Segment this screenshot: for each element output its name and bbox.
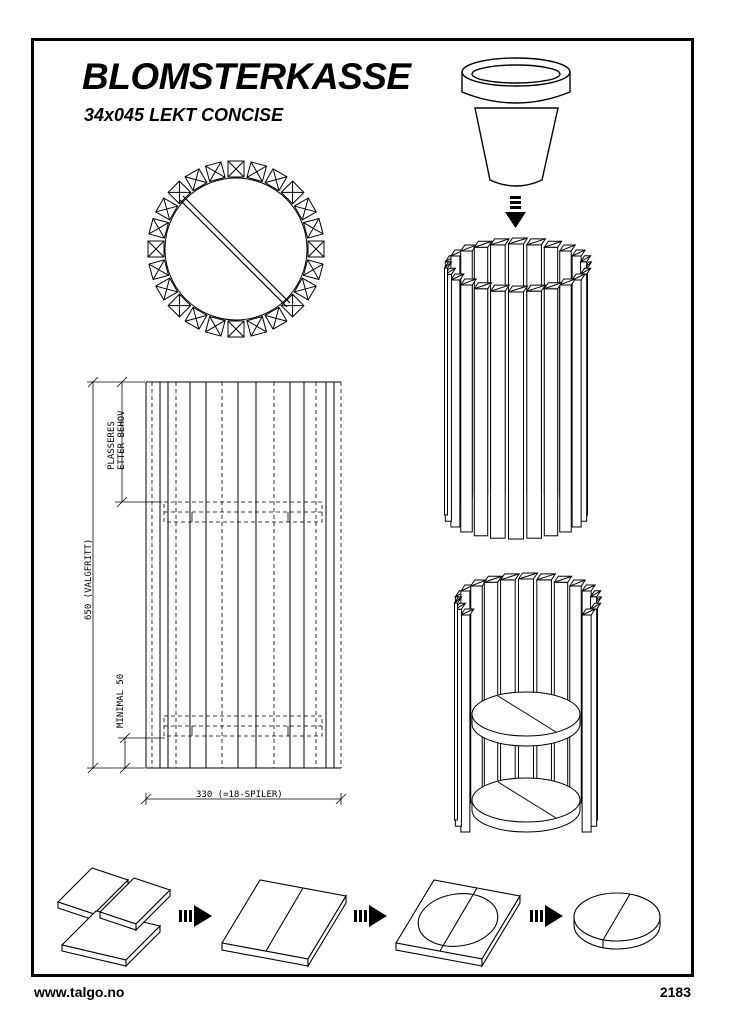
dim-minimum-label: MINIMAL 50 — [116, 673, 126, 728]
slat — [491, 285, 510, 538]
slat — [581, 268, 591, 521]
down-arrow-icon — [505, 196, 526, 228]
dim-placement-label-2: ETTER BEHOV — [117, 410, 127, 470]
slat-end — [308, 241, 324, 257]
arrow-right-icon — [354, 905, 387, 927]
slat-end — [247, 162, 267, 182]
dim-height-label: 650 (VALGFRITT) — [84, 538, 94, 620]
slat-end — [149, 260, 169, 280]
slat — [537, 574, 556, 797]
slat-end — [205, 162, 225, 182]
assembled-column — [445, 238, 592, 539]
cut-disc — [574, 893, 660, 949]
top-view-diagonal — [180, 196, 290, 307]
step-circle-marked — [396, 880, 520, 966]
lower-disc — [472, 778, 580, 832]
page-title: BLOMSTERKASSE — [82, 56, 411, 97]
slat-end — [205, 316, 225, 336]
slat — [554, 576, 571, 799]
arrow-right-icon — [179, 905, 212, 927]
slat — [509, 286, 528, 539]
slat-end — [156, 278, 178, 300]
upper-brace — [164, 502, 322, 522]
slat-end — [168, 294, 191, 317]
slat-end — [148, 241, 164, 257]
lower-brace — [164, 716, 322, 736]
slat-end — [303, 260, 323, 280]
slat-end — [303, 218, 323, 238]
slat-end — [294, 278, 316, 300]
slat-end — [185, 169, 207, 191]
side-elevation — [146, 382, 341, 768]
page-number: 2183 — [659, 984, 691, 1000]
dimension-labels — [84, 410, 283, 800]
slat — [519, 573, 538, 796]
slat — [501, 574, 520, 797]
flower-pot — [462, 58, 570, 186]
slat — [591, 603, 601, 826]
slat-end — [228, 321, 244, 337]
dim-placement-label: PLASSERES — [107, 421, 117, 470]
page-subtitle: 34x045 LEKT CONCISE — [84, 105, 284, 125]
website-url[interactable]: www.talgo.no — [34, 984, 125, 1000]
slat-end — [228, 161, 244, 177]
slat-end — [265, 169, 287, 191]
arrow-right-icon — [530, 905, 563, 927]
slat — [484, 576, 501, 799]
dim-width-label: 330 (=18-SPILER) — [196, 790, 283, 800]
slat — [544, 283, 561, 536]
slat-end — [281, 181, 304, 204]
slat-end — [247, 316, 267, 336]
slat — [474, 283, 491, 536]
step-boards-stacked — [58, 868, 170, 966]
slat-end — [149, 218, 169, 238]
slat — [527, 285, 546, 538]
step-boards-glued — [222, 880, 346, 966]
cutaway-column — [455, 573, 602, 832]
upper-disc — [472, 692, 580, 746]
slat-end — [156, 198, 178, 220]
slat-end — [185, 307, 207, 329]
slat-end — [294, 198, 316, 220]
slat-end — [265, 307, 287, 329]
